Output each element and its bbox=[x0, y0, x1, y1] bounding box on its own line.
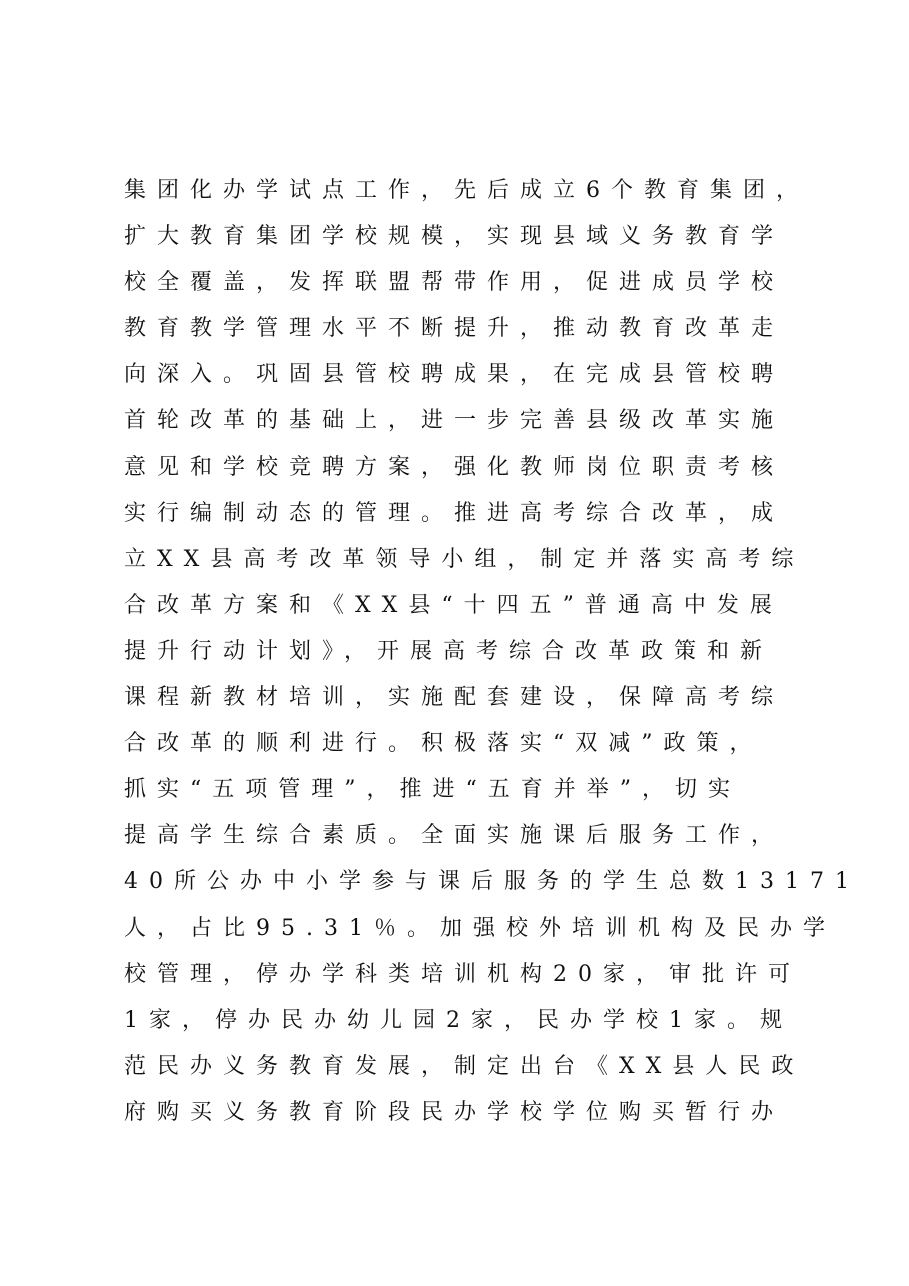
text-line: 教育教学管理水平不断提升，推动教育改革走 bbox=[124, 316, 785, 342]
text-line: 提高学生综合素质。全面实施课后服务工作， bbox=[124, 823, 785, 849]
text-line: 抓实“五项管理”，推进“五育并举”，切实 bbox=[124, 777, 741, 803]
text-line: 范民办义务教育发展，制定出台《XX县人民政 bbox=[124, 1053, 805, 1079]
text-line: 府购买义务教育阶段民办学校学位购买暂行办 bbox=[124, 1099, 785, 1125]
text-line: 合改革方案和《XX县“十四五”普通高中发展 bbox=[124, 592, 783, 618]
text-line: 立XX县高考改革领导小组，制定并落实高考综 bbox=[124, 546, 805, 572]
text-line: 扩大教育集团学校规模，实现县域义务教育学 bbox=[124, 224, 785, 250]
text-line: 课程新教材培训，实施配套建设，保障高考综 bbox=[124, 685, 785, 711]
text-line: 人，占比95.31％。加强校外培训机构及民办学 bbox=[124, 915, 836, 941]
text-line: 向深入。巩固县管校聘成果，在完成县管校聘 bbox=[124, 362, 785, 388]
text-line: 校管理，停办学科类培训机构20家，审批许可 bbox=[124, 961, 801, 987]
text-line: 合改革的顺利进行。积极落实“双减”政策， bbox=[124, 731, 763, 757]
text-line: 校全覆盖，发挥联盟帮带作用，促进成员学校 bbox=[124, 270, 785, 296]
text-line: 提升行动计划》，开展高考综合改革政策和新 bbox=[124, 638, 774, 664]
text-line: 实行编制动态的管理。推进高考综合改革，成 bbox=[124, 500, 785, 526]
text-line: 首轮改革的基础上，进一步完善县级改革实施 bbox=[124, 408, 785, 434]
text-line: 意见和学校竞聘方案，强化教师岗位职责考核 bbox=[124, 454, 785, 480]
text-line: 集团化办学试点工作，先后成立6个教育集团， bbox=[124, 178, 809, 203]
body-text bbox=[124, 168, 860, 1136]
text-line: 1家，停办民办幼儿园2家，民办学校1家。规 bbox=[124, 1007, 793, 1033]
text-line: 40所公办中小学参与课后服务的学生总数13171 bbox=[124, 869, 860, 895]
